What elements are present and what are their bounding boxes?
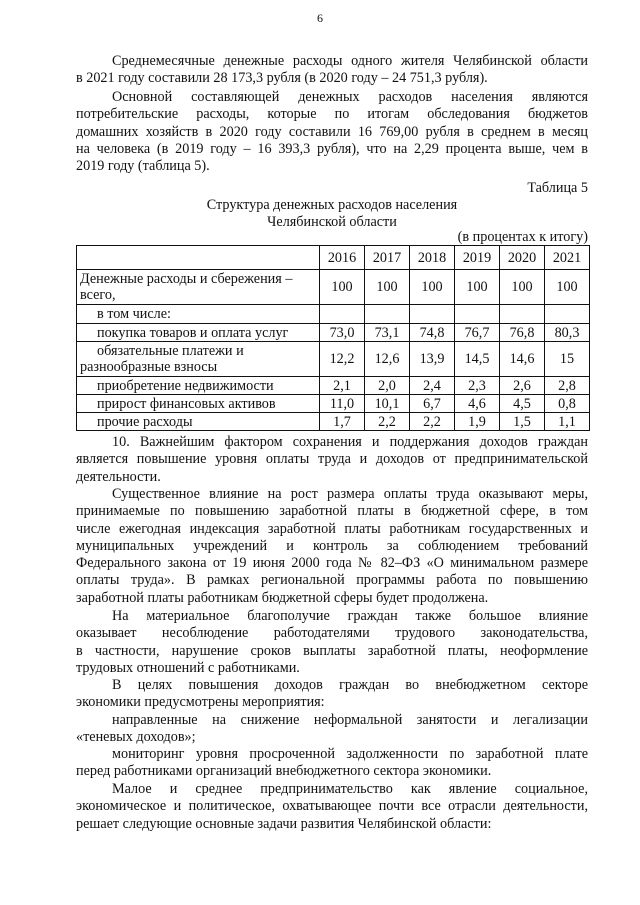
table-cell: 1,1 (545, 413, 590, 431)
table-cell: 100 (410, 270, 455, 305)
text-line: решает следующие основные задачи развития Челябинской области: (76, 815, 492, 832)
table-cell: 100 (455, 270, 500, 305)
table-cell: 2,1 (320, 377, 365, 395)
table-cell: 14,6 (500, 342, 545, 377)
year-header-cell: 2018 (410, 246, 455, 270)
table-row (77, 395, 590, 413)
expenses-structure-table (76, 245, 590, 431)
year-header-cell: 2020 (500, 246, 545, 270)
paragraph-non-budget-sector (76, 677, 588, 712)
row-label: в том числе: (77, 305, 320, 324)
text-line: числе ежегодная индексация заработной платы работникам государственных и (76, 520, 588, 537)
paragraph-small-business (76, 781, 588, 833)
table-cell: 10,1 (365, 395, 410, 413)
table-cell: 0,8 (545, 395, 590, 413)
table-header-cell (77, 246, 320, 270)
table-row (77, 342, 590, 377)
table-cell: 100 (320, 270, 365, 305)
paragraph-labor-violations (76, 608, 588, 677)
text-line: в 2021 году составили 28 173,3 рубля (в 2020 году – 24 751,3 рубля). (76, 70, 488, 87)
table-row (77, 413, 590, 431)
text-line: На материальное благополучие граждан также большое влияние (112, 608, 588, 624)
table-row (77, 305, 590, 324)
text-line: является повышение уровня оплаты труда и доходов от предпринимательской (76, 451, 588, 468)
text-line: 10. Важнейшим фактором сохранения и поддержания доходов граждан (112, 434, 588, 450)
text-line: Среднемесячные денежные расходы одного жителя Челябинской области (112, 53, 588, 69)
table-cell: 1,5 (500, 413, 545, 431)
table-cell (320, 305, 365, 324)
text-line: направленные на снижение неформальной занятости и легализации (112, 712, 588, 728)
table-cell: 15 (545, 342, 590, 377)
table-title-line-2: Челябинской области (267, 214, 397, 230)
row-label: прочие расходы (77, 413, 320, 431)
year-header-cell: 2016 (320, 246, 365, 270)
paragraph-informal-employment (76, 712, 588, 747)
table-cell (500, 305, 545, 324)
table-cell: 100 (545, 270, 590, 305)
table-cell: 73,1 (365, 324, 410, 342)
text-line: В целях повышения доходов граждан во внебюджетном секторе (112, 677, 588, 693)
text-line: мониторинг уровня просроченной задолженности по заработной плате (112, 746, 588, 762)
row-label: покупка товаров и оплата услуг (77, 324, 320, 342)
table-cell: 13,9 (410, 342, 455, 377)
table-label: Таблица 5 (527, 180, 588, 196)
row-label: прирост финансовых активов (77, 395, 320, 413)
table-cell: 74,8 (410, 324, 455, 342)
table-cell: 4,6 (455, 395, 500, 413)
row-label-line: обязательные платежи и (97, 343, 244, 359)
table-cell: 2,0 (365, 377, 410, 395)
table-cell: 12,2 (320, 342, 365, 377)
table-cell: 11,0 (320, 395, 365, 413)
text-line: Федерального закона от 19 июня 2000 года № 82–ФЗ «О минимальном размере (76, 555, 588, 572)
text-line: на человека (в 2019 году – 16 393,3 рубля), что на 2,29 процента выше, чем в (76, 140, 588, 157)
text-line: экономическое и политическое, охватывающее почти все отрасли деятельности, (76, 798, 588, 815)
paragraph-avg-expenses (76, 53, 588, 88)
text-line: 2019 году (таблица 5). (76, 158, 210, 175)
table-cell: 100 (365, 270, 410, 305)
paragraph-consumer-expenses (76, 89, 588, 175)
text-line: потребительские расходы, которые по итогам обследования бюджетов (76, 106, 588, 123)
text-line: трудовых отношений с работниками. (76, 659, 300, 676)
row-label (77, 342, 320, 377)
year-header-cell: 2017 (365, 246, 410, 270)
text-line: «теневых доходов»; (76, 729, 196, 746)
table-cell: 2,2 (365, 413, 410, 431)
paragraph-point-10 (76, 434, 588, 486)
year-header-cell: 2021 (545, 246, 590, 270)
year-header-cell: 2019 (455, 246, 500, 270)
text-line: экономики предусмотрены мероприятия: (76, 694, 325, 711)
table-cell: 12,6 (365, 342, 410, 377)
text-line: заработной платы работникам бюджетной сферы будет продолжена. (76, 589, 489, 606)
table-cell: 14,5 (455, 342, 500, 377)
text-line: оплаты труда». В рамках региональной программы работа по повышению (76, 572, 588, 589)
text-line: Существенное влияние на рост размера оплаты труда оказывают меры, (112, 486, 588, 502)
text-line: муниципальных учреждений и контроль за соблюдением требований (76, 537, 588, 554)
table-cell: 2,4 (410, 377, 455, 395)
table-cell: 76,8 (500, 324, 545, 342)
table-cell: 80,3 (545, 324, 590, 342)
table-cell: 4,5 (500, 395, 545, 413)
paragraph-wage-arrears-monitoring (76, 746, 588, 781)
text-line: деятельности. (76, 468, 161, 485)
table-cell: 73,0 (320, 324, 365, 342)
text-line: Основной составляющей денежных расходов населения являются (112, 89, 588, 105)
text-line: Малое и среднее предпринимательство как явление социальное, (112, 781, 588, 797)
row-label-line: всего, (80, 287, 116, 303)
text-line: перед работниками организаций внебюджетного сектора экономики. (76, 763, 492, 780)
table-cell: 2,3 (455, 377, 500, 395)
table-cell (365, 305, 410, 324)
paragraph-wage-measures (76, 486, 588, 607)
row-label (77, 270, 320, 305)
table-row (77, 270, 590, 305)
table-header-row (77, 246, 590, 270)
table-title-line-1: Структура денежных расходов населения (206, 197, 458, 213)
row-label-line: Денежные расходы и сбережения – (80, 271, 293, 287)
table-cell: 2,8 (545, 377, 590, 395)
table-cell: 2,6 (500, 377, 545, 395)
text-line: оказывает несоблюдение работодателями трудового законодательства, (76, 625, 588, 642)
table-cell (410, 305, 455, 324)
table-cell: 1,7 (320, 413, 365, 431)
table-unit: (в процентах к итогу) (457, 229, 588, 245)
text-line: принимаемые по повышению заработной платы в бюджетной сфере, в том (76, 503, 588, 520)
table-row (77, 324, 590, 342)
row-label-line: разнообразные взносы (80, 359, 218, 375)
table-cell: 6,7 (410, 395, 455, 413)
page-number: 6 (317, 11, 323, 25)
table-cell: 1,9 (455, 413, 500, 431)
table-cell (545, 305, 590, 324)
table-cell: 100 (500, 270, 545, 305)
table-cell: 76,7 (455, 324, 500, 342)
table-row (77, 377, 590, 395)
table-cell (455, 305, 500, 324)
table-cell: 2,2 (410, 413, 455, 431)
text-line: домашних хозяйств в 2020 году составили 16 769,00 рубля в среднем в месяц (76, 123, 588, 140)
text-line: в частности, нарушение сроков выплаты заработной платы, неоформление (76, 642, 588, 659)
row-label: приобретение недвижимости (77, 377, 320, 395)
